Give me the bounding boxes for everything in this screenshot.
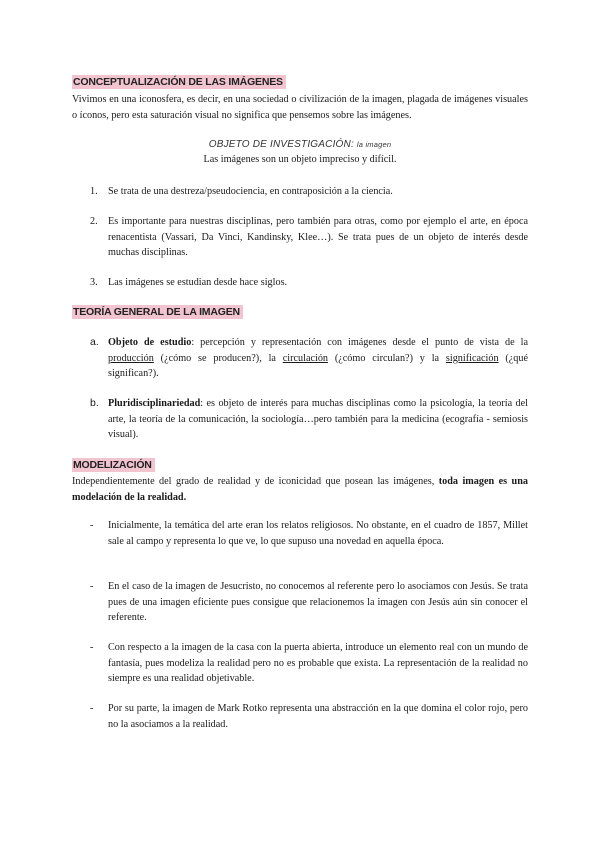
dash-item bbox=[90, 518, 528, 549]
object-title-main: OBJETO DE INVESTIGACIÓN: bbox=[208, 139, 354, 150]
section-title-conceptualizacion: CONCEPTUALIZACIÓN DE LAS IMÁGENES bbox=[72, 75, 286, 89]
list-marker: 2. bbox=[90, 216, 98, 227]
list-item-text: Objeto de estudio: percepción y representación con imágenes desde el punto de vista de la producción (¿cómo se producen?), la circulación (¿cómo circulan?) y la significación (¿qué significan?). bbox=[108, 337, 529, 379]
list-marker: a. bbox=[90, 336, 99, 348]
section-title-modelizacion: MODELIZACIÓN bbox=[72, 458, 155, 472]
list-marker: 3. bbox=[90, 277, 98, 288]
object-title-sub: la imagen bbox=[356, 140, 392, 149]
numbered-item bbox=[90, 184, 528, 200]
dash-item bbox=[90, 701, 528, 732]
lettered-item bbox=[90, 335, 528, 382]
list-item-text: Las imágenes se estudian desde hace siglos. bbox=[108, 277, 288, 288]
lettered-item bbox=[90, 396, 528, 443]
list-item-text: Se trata de una destreza/pseudociencia, en contraposición a la ciencia. bbox=[108, 186, 393, 197]
numbered-item bbox=[90, 275, 528, 291]
list-item-text: En el caso de la imagen de Jesucristo, no conocemos al referente pero lo asociamos con Jesús. Se trata pues de una imagen eficiente pues consigue que relacionemos la imagen con Jesús aún sin conocer el referente. bbox=[108, 581, 528, 623]
list-item-text: Es importante para nuestras disciplinas, pero también para otras, como por ejemplo el arte, en época renacentista (Vassari, Da Vinci, Kandinsky, Klee…). Se trata pues de un objeto de interés desde muchas disciplinas. bbox=[108, 216, 528, 258]
list-item-text: Inicialmente, la temática del arte eran los relatos religiosos. No obstante, en el cuadro de 1857, Millet sale al campo y representa lo que ve, lo que supuso una novedad en aquella época. bbox=[108, 520, 528, 547]
list-item-text: Con respecto a la imagen de la casa con la puerta abierta, introduce un elemento real con un mundo de fantasía, pues modeliza la realidad pero no es probable que exista. La representación de la realidad no siempre es una realidad objetivable. bbox=[108, 642, 528, 684]
list-item-text: Por su parte, la imagen de Mark Rotko representa una abstracción en la que domina el color rojo, pero no la asociamos a la realidad. bbox=[108, 703, 528, 730]
list-item-text: Pluridisciplinariedad: es objeto de interés para muchas disciplinas como la psicología, la teoría del arte, la teoría de la comunicación, la sociología…pero también para la medicina (ecografía - semiosis visual). bbox=[108, 398, 528, 440]
list-marker: - bbox=[90, 520, 94, 531]
dash-item bbox=[90, 640, 528, 687]
section-title-teoria: TEORÍA GENERAL DE LA IMAGEN bbox=[72, 305, 243, 319]
dash-item bbox=[90, 579, 528, 626]
underlined-term: significación bbox=[445, 352, 499, 364]
object-line: Las imágenes son un objeto impreciso y difícil. bbox=[203, 154, 397, 165]
term: Pluridisciplinariedad bbox=[108, 398, 201, 409]
modelizacion-intro: Independientemente del grado de realidad y de iconicidad que posean las imágenes, toda imagen es una modelación de la realidad. bbox=[72, 476, 528, 503]
list-marker: 1. bbox=[90, 186, 98, 197]
term: Objeto de estudio bbox=[108, 337, 192, 348]
intro-paragraph: Vivimos en una iconosfera, es decir, en una sociedad o civilización de la imagen, plagada de imágenes visuales o íconos, pero esta saturación visual no significa que pensemos sobre las imágenes. bbox=[72, 94, 528, 121]
object-title bbox=[72, 139, 528, 150]
bold-statement: toda imagen es una modelación de la realidad. bbox=[72, 476, 528, 503]
list-marker: - bbox=[90, 642, 94, 653]
list-marker: b. bbox=[90, 397, 99, 409]
underlined-term: producción bbox=[108, 352, 154, 364]
list-marker: - bbox=[90, 703, 94, 714]
underlined-term: circulación bbox=[282, 352, 329, 364]
numbered-item bbox=[90, 214, 528, 261]
list-marker: - bbox=[90, 581, 94, 592]
